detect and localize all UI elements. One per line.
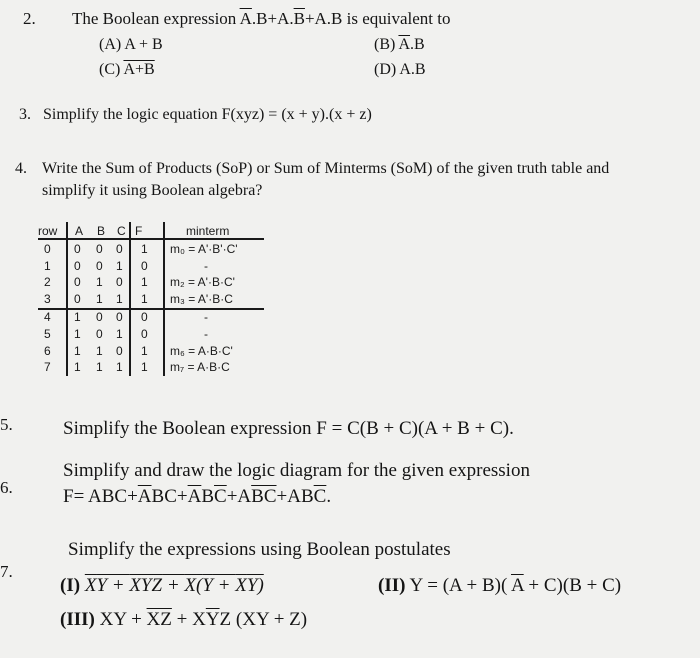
cell-minterm: - (204, 310, 208, 325)
q7-part3-label: (III) (60, 609, 95, 630)
q4-line2: simplify it using Boolean algebra? (42, 182, 263, 199)
q7-title: Simplify the expressions using Boolean postulates (68, 539, 451, 560)
q2-stem (72, 9, 451, 29)
q4-number: 4. (15, 160, 27, 177)
q6-term-1: ABC (87, 486, 128, 507)
header-c: C (117, 224, 126, 238)
truth-table (38, 222, 274, 380)
header-minterm: minterm (186, 224, 230, 238)
q7-number: 7. (0, 562, 13, 581)
q6-term-2: $\overline{A}BC$ (137, 486, 177, 507)
q6-term-5: A (287, 486, 301, 507)
q2-option-c: (C) A+B (99, 61, 155, 78)
q2-option-b: (B) $\overline{A}.B$ (374, 36, 425, 53)
cell-minterm: m₇ = A·B·C (170, 360, 230, 375)
cell-minterm: m₂ = A'·B·C' (170, 275, 235, 290)
cell-c: 0 (116, 343, 123, 358)
cell-c: 1 (116, 291, 123, 306)
group-divider (38, 308, 264, 310)
header-underline (38, 238, 264, 240)
q6-line1: Simplify and draw the logic diagram for the given expression (63, 460, 530, 481)
q6-term-5-ov: $B\overline{C}$ (300, 486, 327, 507)
divider-f (129, 222, 131, 376)
cell-c: 1 (116, 258, 123, 273)
cell-f: 0 (141, 258, 148, 273)
header-f: F (135, 224, 143, 238)
cell-f: 0 (141, 310, 148, 325)
cell-a: 1 (74, 343, 81, 358)
cell-row: 4 (44, 310, 51, 325)
q7-part2-label: (II) (378, 575, 406, 596)
cell-row: 2 (44, 275, 51, 290)
cell-f: 1 (141, 275, 148, 290)
q2-stem-text: The Boolean expression (72, 9, 237, 28)
q7-part2 (378, 575, 621, 597)
cell-a: 0 (74, 258, 81, 273)
cell-b: 0 (96, 310, 103, 325)
cell-a: 0 (74, 242, 81, 256)
cell-a: 0 (74, 291, 81, 306)
cell-c: 0 (116, 275, 123, 290)
cell-c: 0 (116, 242, 123, 256)
cell-b: 1 (96, 291, 103, 306)
q2-suffix: is equivalent to (346, 9, 451, 28)
cell-b: 0 (96, 258, 103, 273)
cell-row: 6 (44, 343, 51, 358)
cell-f: 1 (141, 242, 148, 256)
q2-option-a: (A) A + B (99, 36, 163, 53)
cell-b: 0 (96, 242, 103, 256)
cell-c: 1 (116, 360, 123, 375)
q6-term-3: $\overline{A}B\overline{C}$ (187, 486, 227, 507)
cell-minterm: m₃ = A'·B·C (170, 291, 233, 306)
q7-part1 (60, 575, 264, 597)
cell-a: 1 (74, 310, 81, 325)
q3-number: 3. (19, 106, 31, 123)
cell-minterm: - (204, 327, 208, 341)
q2-number: 2. (23, 9, 36, 28)
q2-option-d: (D) A.B (374, 61, 426, 78)
q7-part3-expr: XY + $\overline{XZ} + X\overline{Y}Z$ (XY + Z) (99, 609, 308, 630)
cell-row: 5 (44, 327, 51, 341)
header-row: row (38, 224, 58, 238)
q7-part3 (60, 609, 307, 631)
divider-row (66, 222, 68, 376)
cell-minterm: - (204, 258, 208, 273)
cell-minterm: m₀ = A'·B'·C' (170, 242, 238, 256)
cell-b: 1 (96, 360, 103, 375)
cell-row: 7 (44, 360, 51, 375)
cell-f: 1 (141, 343, 148, 358)
header-b: B (97, 224, 106, 238)
q4-line1: Write the Sum of Products (SoP) or Sum of Minterms (SoM) of the given truth table and (42, 160, 610, 177)
cell-c: 0 (116, 310, 123, 325)
q6-number: 6. (0, 478, 13, 497)
q5-number: 5. (0, 415, 13, 434)
q6-term-4-ov: $\overline{BC}$ (251, 486, 277, 507)
cell-a: 0 (74, 275, 81, 290)
q5-text: Simplify the Boolean expression F = C(B + C)(A + B + C). (63, 418, 514, 439)
cell-row: 3 (44, 291, 51, 306)
q7-part1-expr: XY + XYZ + X(Y + XY) (84, 575, 264, 596)
cell-b: 0 (96, 327, 103, 341)
header-a: A (75, 224, 84, 238)
cell-c: 1 (116, 327, 123, 341)
cell-a: 1 (74, 360, 81, 375)
q7-part2-expr: Y = (A + B)( $\overline{A} + C)(B + C)$ (409, 575, 622, 596)
cell-a: 1 (74, 327, 81, 341)
divider-minterm (163, 222, 165, 376)
cell-f: 1 (141, 360, 148, 375)
cell-row: 1 (44, 258, 51, 273)
q7-part1-label: (I) (60, 575, 81, 596)
cell-row: 0 (44, 242, 51, 256)
q6-expression: $F= ABC+\overline{A}BC+\overline{A}B\overline{C}+A\overline{BC}+AB\overline{C}$. (63, 486, 332, 507)
cell-b: 1 (96, 275, 103, 290)
cell-b: 1 (96, 343, 103, 358)
q6-term-4: A (237, 486, 252, 507)
cell-f: 1 (141, 291, 148, 306)
cell-minterm: m₆ = A·B·C' (170, 343, 233, 358)
q3-text: Simplify the logic equation F(xyz) = (x + y).(x + z) (43, 106, 372, 123)
cell-f: 0 (141, 327, 148, 341)
q2-expression: $\overline{A}.B+A.\overline{B}+A.B$ (239, 9, 343, 28)
